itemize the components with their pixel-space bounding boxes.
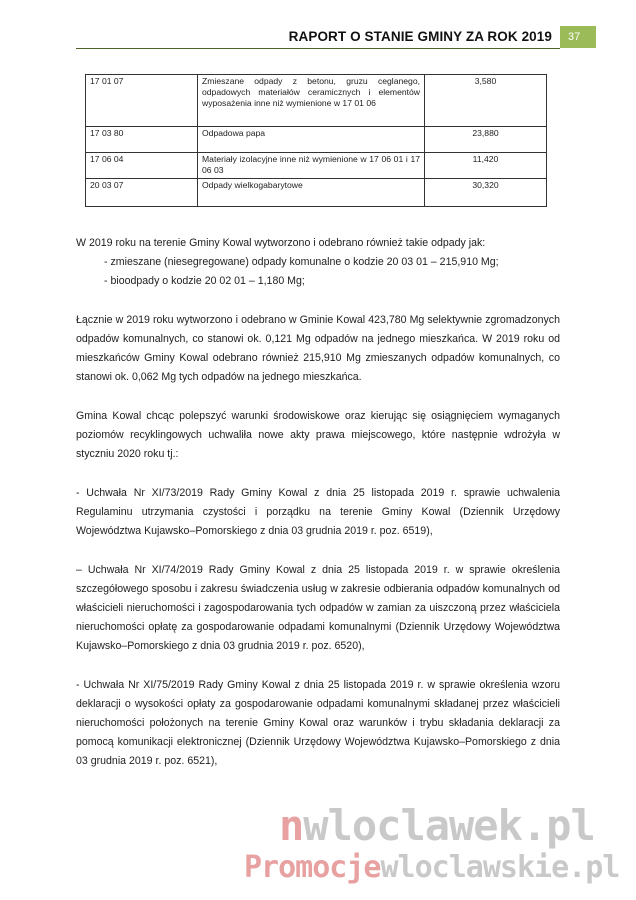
waste-amount-cell: 30,320 [425,179,547,207]
resolution-paragraph: – Uchwała Nr XI/74/2019 Rady Gminy Kowal z dnia 25 listopada 2019 r. w sprawie określenia szczegółowego sposobu i zakresu świadczenia usług w zakresie odbierania odpadów komunalnych od właścicieli nieruchomości i zagospodarowania tych odpadów w zamian za uiszczoną przez właściciela nieruchomości opłatę za gospodarowanie odpadami komunalnymi (Dziennik Urzędowy Województwa Kujawsko–Pomorskiego z dnia 03 grudnia 2019 r. poz. 6520), [76,564,560,652]
paragraph-spacer [76,656,560,676]
waste-code-cell: 17 06 04 [86,153,198,179]
watermark-accent: n [279,801,304,850]
table-row [86,179,547,207]
waste-amount-cell: 23,880 [425,127,547,153]
waste-amount-cell: 3,580 [425,75,547,127]
waste-summary-paragraph: Łącznie w 2019 roku wytworzono i odebrano w Gminie Kowal 423,780 Mg selektywnie zgromadzonych odpadów komunalnych, co stanowi ok. 0,121 Mg odpadów na jednego mieszkańca. W 2019 roku od mieszkańców Gminy Kowal odebrano również 215,910 Mg zmieszanych odpadów komunalnych, co stanowi ok. 0,062 Mg tych odpadów na jednego mieszkańca. [76,314,560,383]
paragraph-spacer [76,387,560,407]
paragraph-spacer [76,291,560,311]
waste-code-cell: 20 03 07 [86,179,198,207]
header-divider [76,48,560,49]
waste-code-cell: 17 01 07 [86,75,198,127]
waste-amount-cell: 11,420 [425,153,547,179]
waste-description-cell: Materiały izolacyjne inne niż wymienione w 17 06 01 i 17 06 03 [198,153,425,179]
table-row [86,153,547,179]
table-row [86,127,547,153]
table-row [86,75,547,127]
waste-code-cell: 17 03 80 [86,127,198,153]
report-body [76,234,560,771]
waste-description-cell: Zmieszane odpady z betonu, gruzu ceglanego, odpadowych materiałów ceramicznych i elementów wyposażenia inne niż wymienione w 17 01 06 [198,75,425,127]
watermark-accent: Promocje [244,850,381,885]
list-item: - zmieszane (niesegregowane) odpady komunalne o kodzie 20 03 01 – 215,910 Mg; [104,256,499,268]
watermark-text: wloclawskie.pl [380,850,620,885]
resolutions-intro-paragraph: Gmina Kowal chcąc polepszyć warunki środowiskowe oraz kierując się osiągnięciem wymaganych poziomów recyklingowych uchwaliła nowe akty prawa miejscowego, które następnie wdrożyła w styczniu 2020 roku tj.: [76,410,560,460]
waste-table [85,74,547,207]
watermark-logo-bottom [244,852,619,884]
page-number-badge: 37 [560,26,596,48]
waste-description-cell: Odpady wielkogabarytowe [198,179,425,207]
report-title: RAPORT O STANIE GMINY ZA ROK 2019 [288,29,552,44]
waste-description-cell: Odpadowa papa [198,127,425,153]
watermark-text: wloclawek.pl [303,801,595,850]
resolution-paragraph: - Uchwała Nr XI/73/2019 Rady Gminy Kowal z dnia 25 listopada 2019 r. sprawie uchwalenia Regulaminu utrzymania czystości i porządku na terenie Gminy Kowal (Dziennik Urzędowy Województwa Kujawsko–Pomorskiego z dnia 03 grudnia 2019 r. poz. 6519), [76,487,560,537]
paragraph-spacer [76,541,560,561]
paragraph-spacer [76,464,560,484]
list-item: - bioodpady o kodzie 20 02 01 – 1,180 Mg; [104,275,305,287]
watermark-logo-top [279,801,595,850]
resolution-paragraph: - Uchwała Nr XI/75/2019 Rady Gminy Kowal z dnia 25 listopada 2019 r. w sprawie określenia wzoru deklaracji o wysokości opłaty za gospodarowanie odpadami komunalnymi składanej przez właścicieli nieruchomości położonych na terenie Gminy Kowal oraz warunków i trybu składania deklaracji za pomocą komunikacji elektronicznej (Dziennik Urzędowy Województwa Kujawsko–Pomorskiego z dnia 03 grudnia 2019 r. poz. 6521), [76,679,560,767]
waste-intro-paragraph: W 2019 roku na terenie Gminy Kowal wytworzono i odebrano również takie odpady jak: [76,237,486,249]
